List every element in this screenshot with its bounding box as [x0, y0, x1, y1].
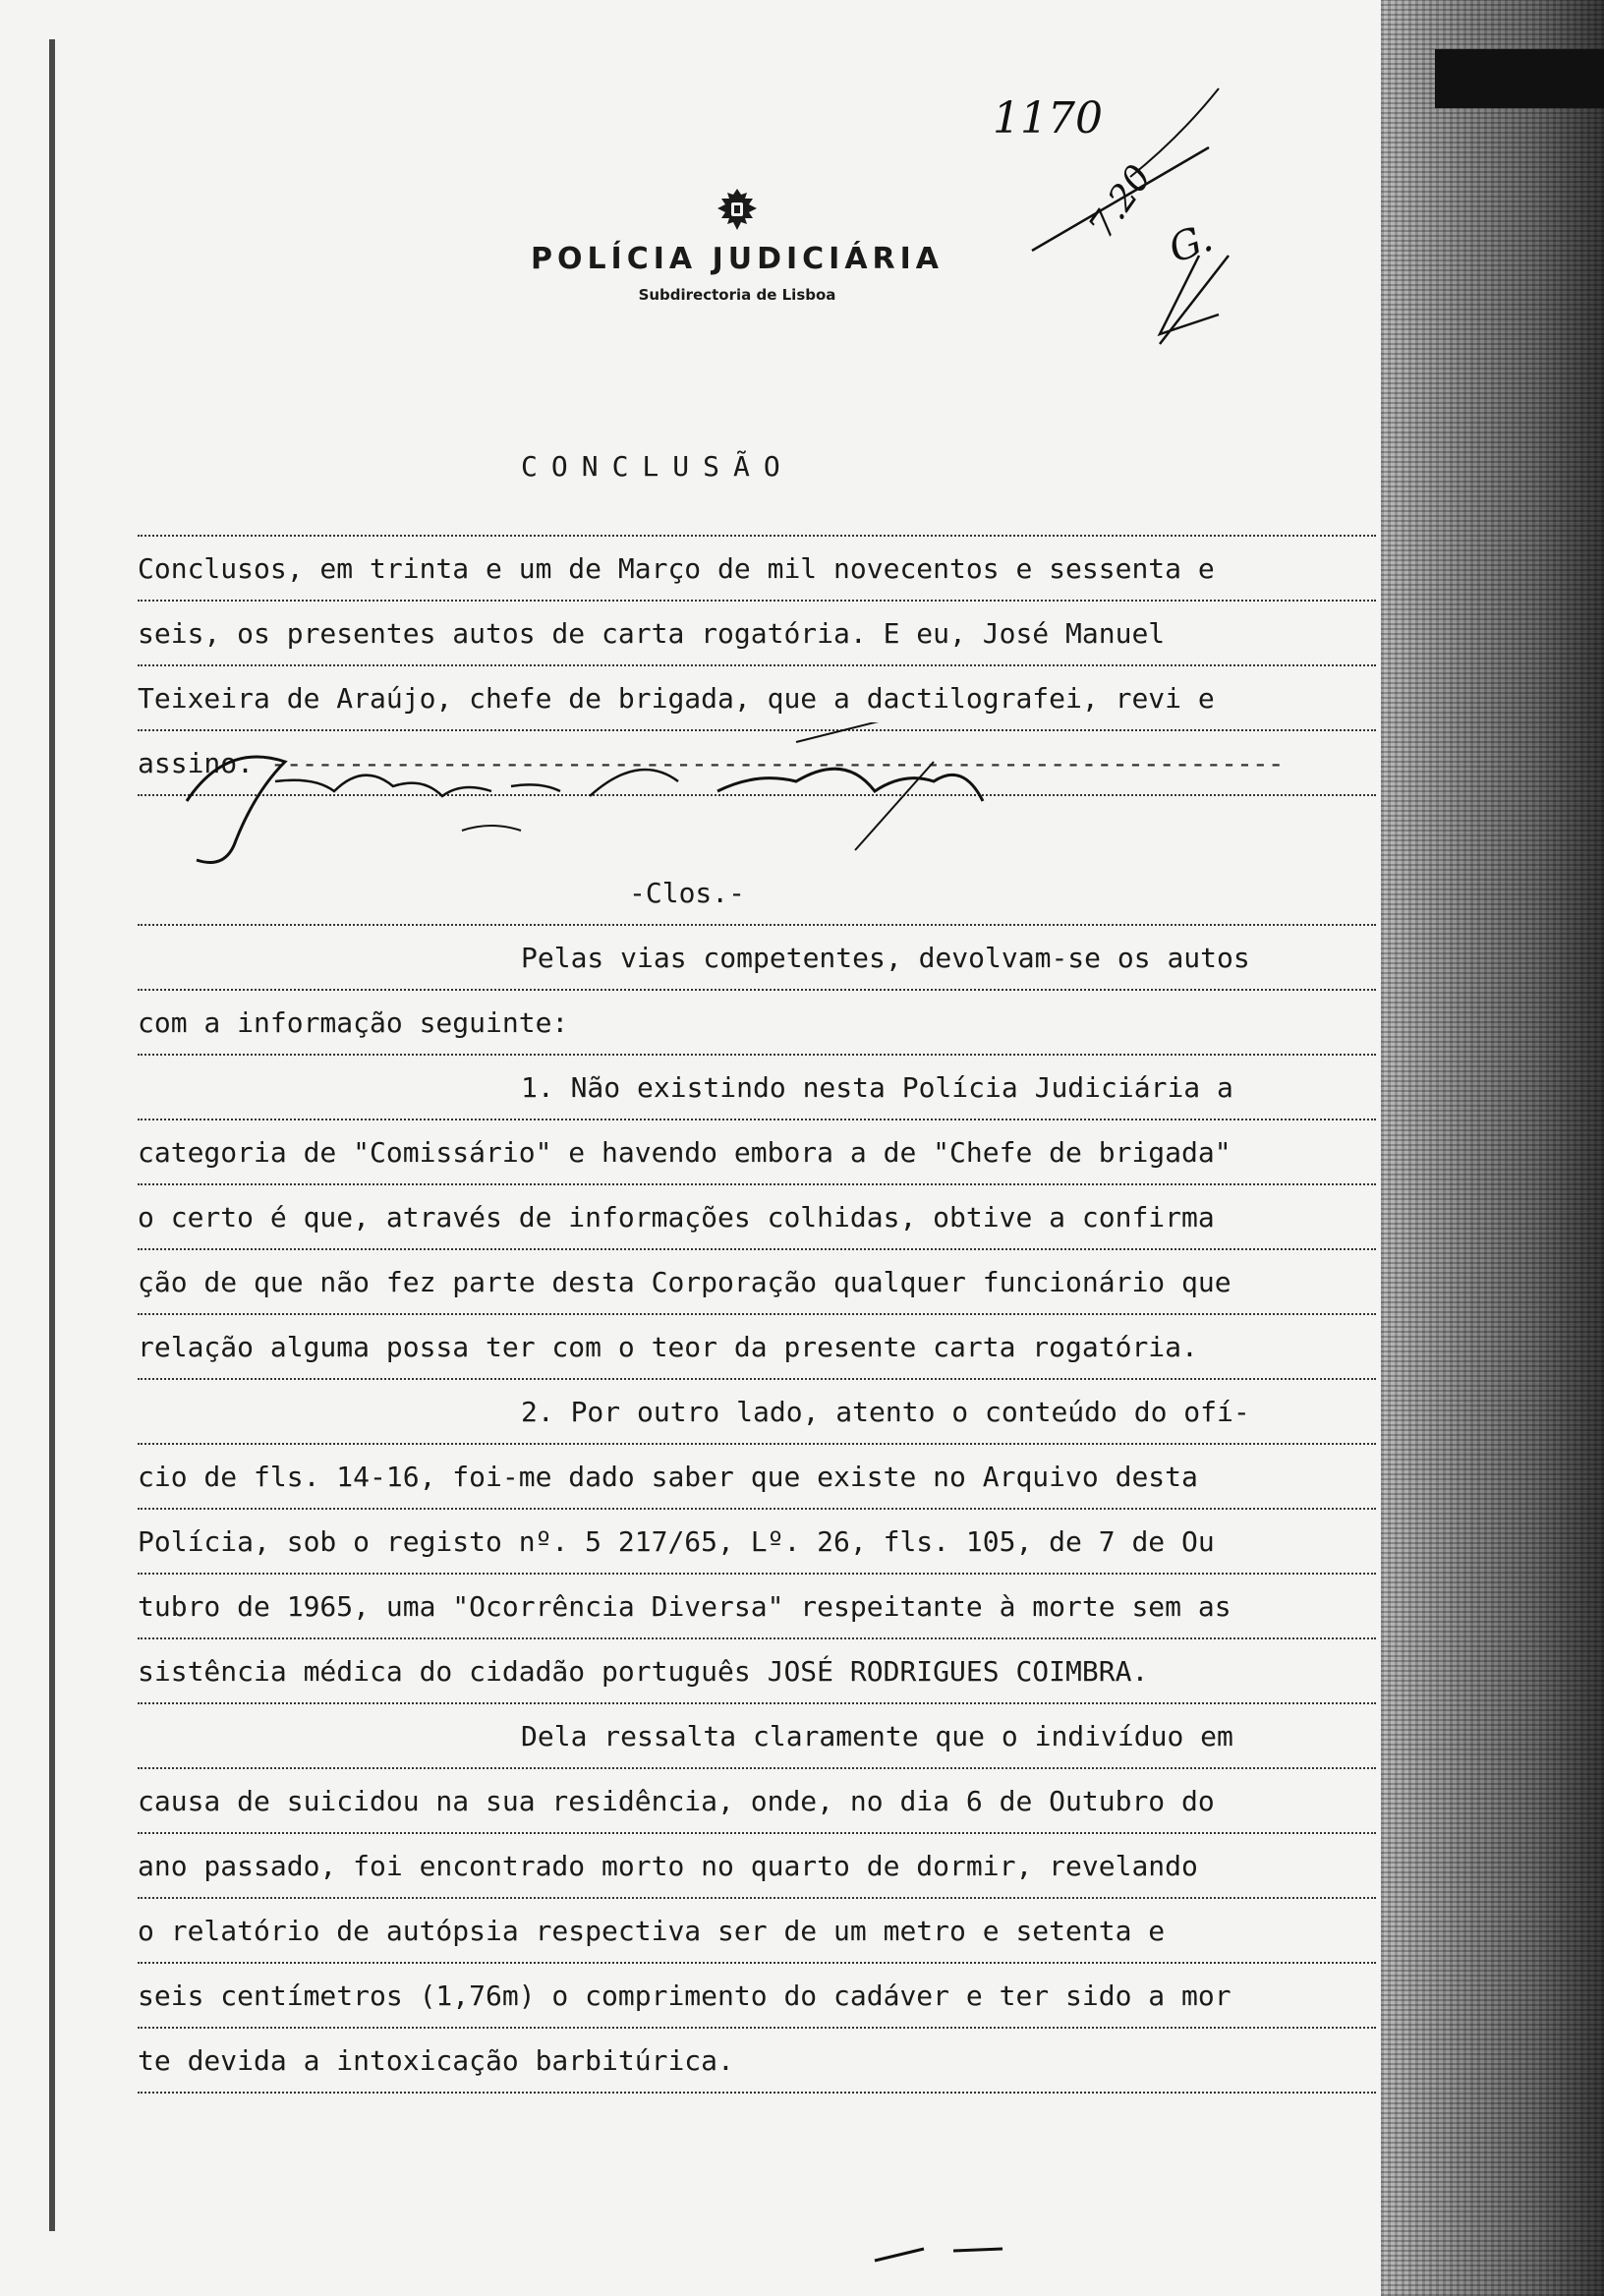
filler-dashes: ----------------------------------------------------------------- — [269, 747, 1284, 779]
text-line: ção de que não fez parte desta Corporação qualquer funcionário que — [138, 1250, 1376, 1315]
text-line: ano passado, foi encontrado morto no quarto de dormir, revelando — [138, 1834, 1376, 1899]
text-line — [138, 472, 1376, 537]
signature-scribble — [167, 722, 1032, 870]
organization-name: POLÍCIA JUDICIÁRIA — [530, 242, 945, 276]
text-line: o relatório de autópsia respectiva ser de um metro e setenta e — [138, 1899, 1376, 1964]
text-line-content: assino. — [138, 747, 255, 779]
text-line: relação alguma possa ter com o teor da presente carta rogatória. — [138, 1315, 1376, 1380]
text-line: tubro de 1965, uma "Ocorrência Diversa" respeitante à morte sem as — [138, 1575, 1376, 1639]
text-line: -Clos.- — [138, 861, 1376, 926]
text-line: Conclusos, em trinta e um de Março de mil novecentos e sessenta e — [138, 537, 1376, 602]
text-line: Teixeira de Araújo, chefe de brigada, que a dactilografei, revi e — [138, 666, 1376, 731]
text-line: Dela ressalta claramente que o indivíduo em — [138, 1704, 1376, 1769]
scan-shadow-right — [1381, 0, 1604, 2296]
handwritten-strokes — [1012, 59, 1248, 354]
text-line: sistência médica do cidadão português JOSÉ RODRIGUES COIMBRA. — [138, 1639, 1376, 1704]
text-line: com a informação seguinte: — [138, 991, 1376, 1056]
signature — [167, 722, 1032, 870]
text-line: 2. Por outro lado, atento o conteúdo do ofí- — [138, 1380, 1376, 1445]
text-line: Pelas vias competentes, devolvam-se os autos — [138, 926, 1376, 991]
text-line: seis, os presentes autos de carta rogatória. E eu, José Manuel — [138, 602, 1376, 666]
page-left-edge — [49, 39, 55, 2231]
text-line: 1. Não existindo nesta Polícia Judiciária a — [138, 1056, 1376, 1120]
document-body — [138, 472, 1376, 2094]
bottom-pen-marks — [865, 2241, 1022, 2270]
letterhead — [462, 187, 1012, 304]
text-line: cio de fls. 14-16, foi-me dado saber que existe no Arquivo desta — [138, 1445, 1376, 1510]
fraction-annotation: 7.20 — [1081, 157, 1160, 247]
text-line: Polícia, sob o registo nº. 5 217/65, Lº. 26, fls. 105, de 7 de Ou — [138, 1510, 1376, 1575]
section-title: CONCLUSÃO — [521, 450, 794, 483]
coat-of-arms-icon — [710, 187, 765, 234]
text-line: categoria de "Comissário" e havendo embora a de "Chefe de brigada" — [138, 1120, 1376, 1185]
text-line: causa de suicidou na sua residência, onde, no dia 6 de Outubro do — [138, 1769, 1376, 1834]
organization-subdivision: Subdirectoria de Lisboa — [638, 286, 836, 304]
scan-dark-band — [1435, 49, 1604, 108]
initial-annotation: G. — [1163, 214, 1219, 273]
page-number-annotation: 1170 — [993, 93, 1103, 144]
text-line: seis centímetros (1,76m) o comprimento do cadáver e ter sido a mor — [138, 1964, 1376, 2029]
text-line: o certo é que, através de informações colhidas, obtive a confirma — [138, 1185, 1376, 1250]
text-line: te devida a intoxicação barbitúrica. — [138, 2029, 1376, 2094]
